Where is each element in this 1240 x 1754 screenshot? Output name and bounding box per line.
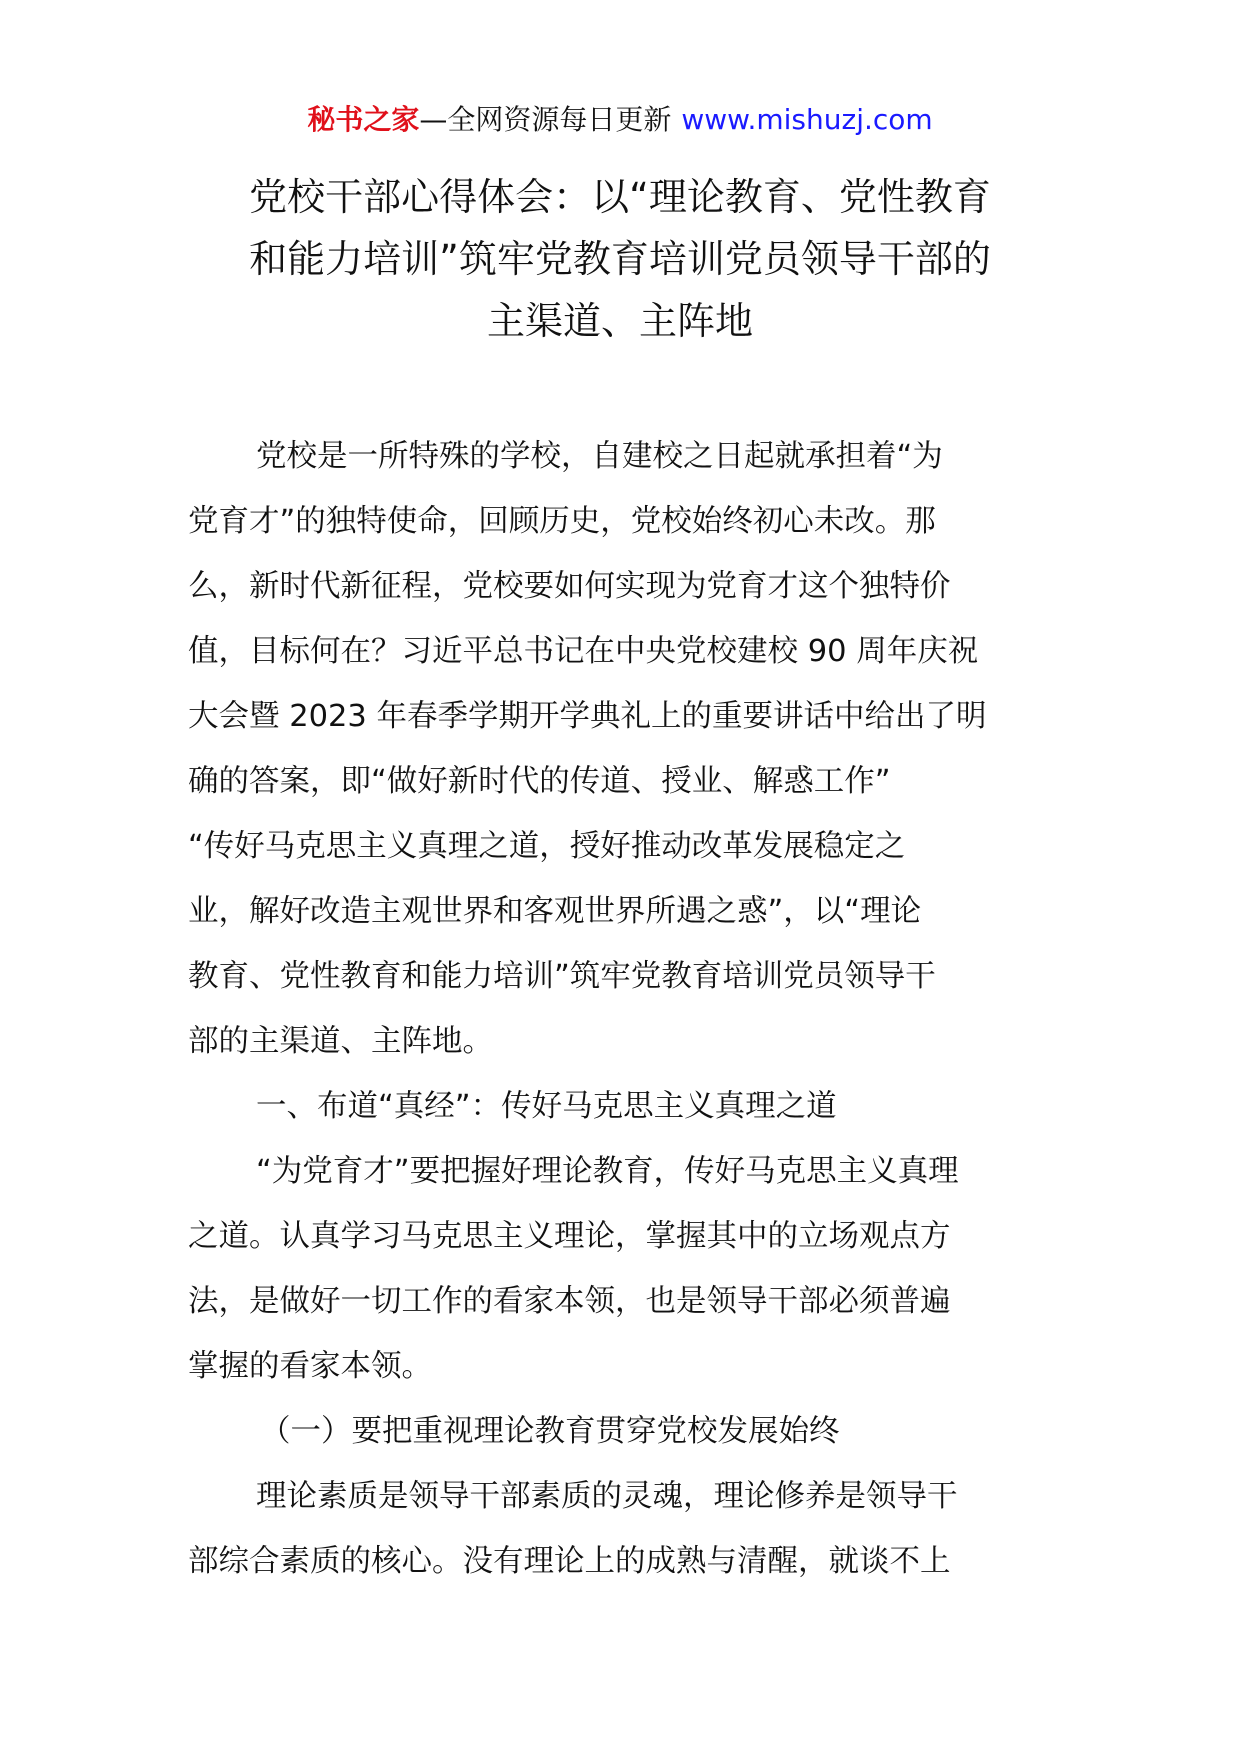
- title-line: 主渠道、主阵地: [486, 299, 753, 343]
- brand-slogan: —全网资源每日更新: [419, 103, 672, 136]
- paragraph-line: 确的答案，即“做好新时代的传道、授业、解惑工作”: [188, 764, 891, 799]
- paragraph-line: 理论素质是领导干部素质的灵魂，理论修养是领导干: [256, 1479, 958, 1514]
- paragraph-line: 教育、党性教育和能力培训”筑牢党教育培训党员领导干: [188, 959, 936, 994]
- paragraph-line: “为党育才”要把握好理论教育，传好马克思主义真理: [256, 1154, 959, 1189]
- paragraph-line: 么，新时代新征程，党校要如何实现为党育才这个独特价: [188, 569, 951, 604]
- paragraph-line: 部的主渠道、主阵地。: [188, 1024, 493, 1059]
- section-heading: 一、布道“真经”：传好马克思主义真理之道: [256, 1089, 837, 1124]
- brand-name: 秘书之家: [307, 103, 420, 136]
- paragraph-line: 部综合素质的核心。没有理论上的成熟与清醒，就谈不上: [188, 1544, 951, 1579]
- document-body: [188, 424, 1058, 1594]
- paragraph-line: 大会暨 2023 年春季学期开学典礼上的重要讲话中给出了明: [188, 699, 987, 734]
- paragraph-line: 业，解好改造主观世界和客观世界所遇之惑”，以“理论: [188, 894, 922, 929]
- site-url-link[interactable]: www.mishuzj.com: [681, 103, 933, 136]
- paragraph-line: “传好马克思主义真理之道，授好推动改革发展稳定之: [188, 829, 906, 864]
- paragraph-line: 值，目标何在？习近平总书记在中央党校建校 90 周年庆祝: [188, 634, 979, 669]
- subsection-heading: （一）要把重视理论教育贯穿党校发展始终: [260, 1414, 840, 1449]
- paragraph-line: 党育才”的独特使命，回顾历史，党校始终初心未改。那: [188, 504, 936, 539]
- paragraph-line: 掌握的看家本领。: [188, 1349, 432, 1384]
- site-header: [0, 100, 1240, 140]
- title-line: 和能力培训”筑牢党教育培训党员领导干部的: [249, 237, 991, 281]
- document-title: [180, 166, 1060, 352]
- paragraph-line: 之道。认真学习马克思主义理论，掌握其中的立场观点方: [188, 1219, 951, 1254]
- paragraph-line: 党校是一所特殊的学校，自建校之日起就承担着“为: [256, 439, 943, 474]
- title-line: 党校干部心得体会：以“理论教育、党性教育: [249, 175, 991, 219]
- paragraph-line: 法，是做好一切工作的看家本领，也是领导干部必须普遍: [188, 1284, 951, 1319]
